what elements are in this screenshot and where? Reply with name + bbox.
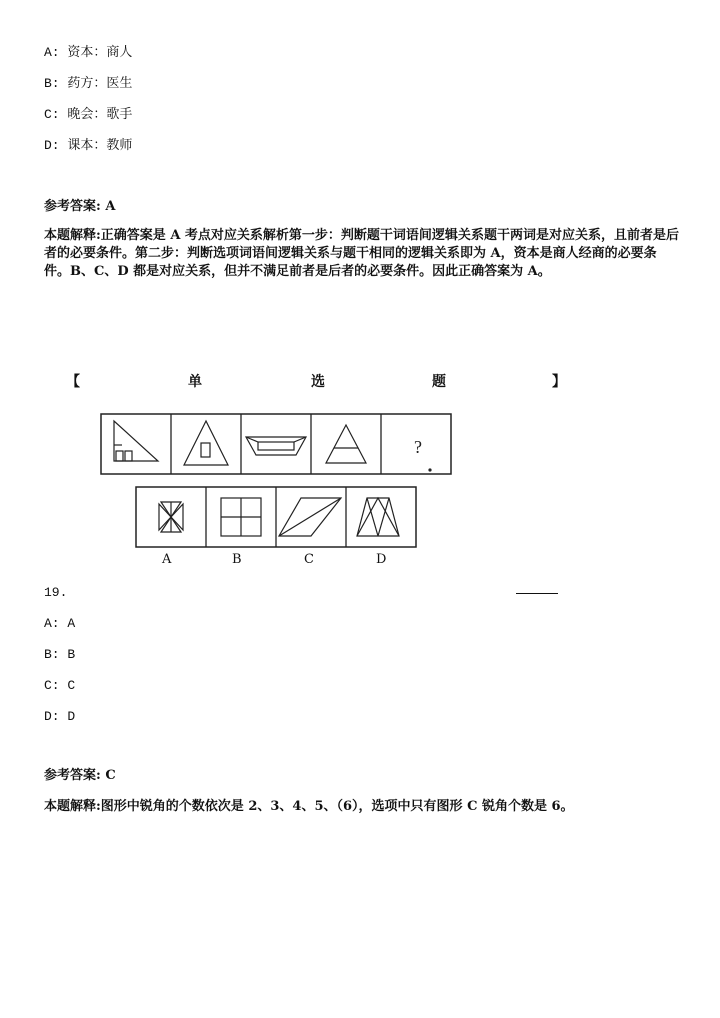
question-number: 19. [44,585,68,600]
q19-explanation-text: 本题解释:图形中锐角的个数依次是 2、3、4、5、（6），选项中只有图形 C 锐角个数是 6。 [44,799,574,814]
explanation-text: 本题解释:正确答案是 A 考点对应关系解析第一步：判断题干词语间逻辑关系题干两词是对应关系，且前者是后者的必要条件。第二步：判断选项词语间逻辑关系与题干相同的逻辑关系即为 A，资本是商人经商的必要条件。B、C、D 都是对应关系，但并不满足前者是后者的必要条件。因此正确答案为 A。 [44,228,679,279]
bracket-close: 】 [552,374,566,390]
triangle-shape-1 [114,421,158,461]
option-b: B: 药方：医生 [44,76,133,91]
option-a: A: 资本：商人 [44,45,133,60]
section-heading [66,371,576,391]
heading-char-1: 单 [188,374,202,390]
sequence-figure [100,413,452,475]
heading-char-2: 选 [311,374,325,390]
option-d: D: 课本：教师 [44,138,133,153]
triangle-shape-3 [326,425,366,463]
q19-answer-label: 参考答案: C [44,768,116,783]
option-a-shape [159,502,183,532]
trapezoid-shape [246,437,306,455]
q19-option-b: B: B [44,647,76,662]
answer-label: 参考答案: A [44,199,116,214]
q19-option-d: D: D [44,709,76,724]
figure-label-d: D [376,552,387,567]
figure-label-c: C [304,552,314,567]
figure-label-a: A [162,552,172,567]
options-figure [135,486,417,548]
figure-label-b: B [232,552,242,567]
bracket-open: 【 [66,374,80,390]
option-d-shape [357,498,399,536]
option-c-shape [279,498,341,536]
q19-option-c: C: C [44,678,76,693]
option-b-shape [221,498,261,536]
question-mark: ? [414,437,422,457]
answer-blank-line [516,593,558,594]
heading-char-3: 题 [432,374,446,390]
option-c: C: 晚会：歌手 [44,107,133,122]
q19-option-a: A: A [44,616,76,631]
triangle-shape-2 [184,421,228,465]
